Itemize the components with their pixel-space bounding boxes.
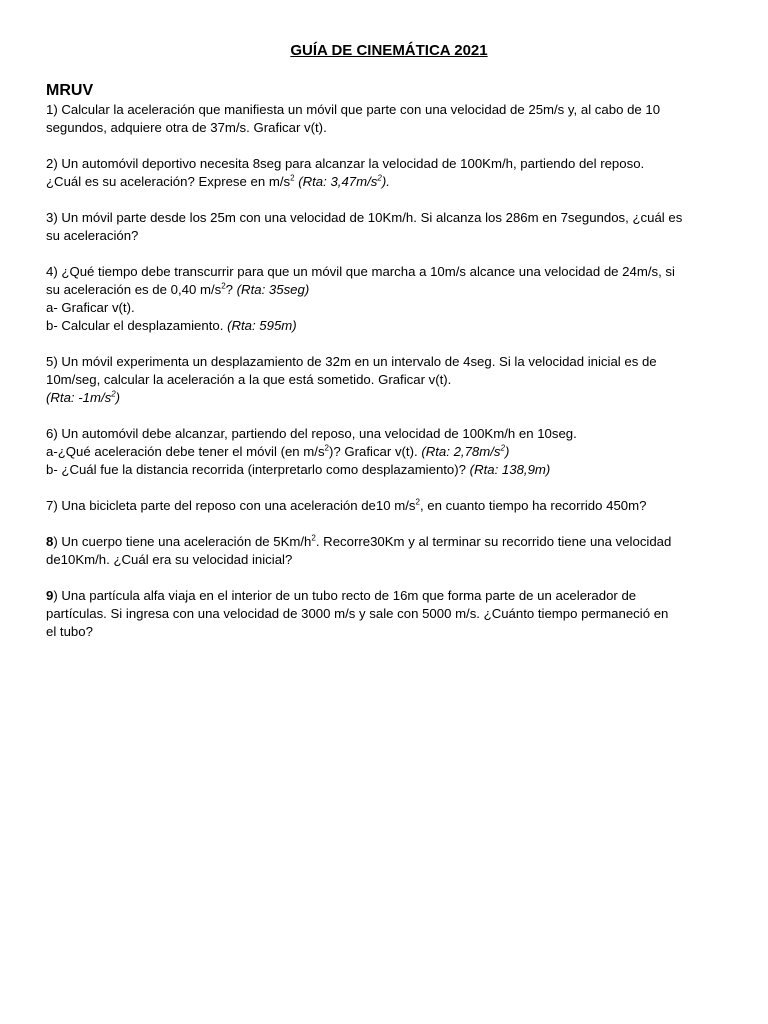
- problem-4-line-1: 4) ¿Qué tiempo debe transcurrir para que un móvil que marcha a 10m/s alcance una velocidad de 24m/s, si: [46, 264, 675, 279]
- problem-6-part-a-answer: [421, 444, 509, 459]
- section-heading: MRUV: [46, 82, 94, 99]
- problem-4-question-end: ?: [225, 282, 237, 297]
- answer-text: (Rta: -1m/s: [46, 390, 112, 405]
- problem-2-answer: [298, 174, 390, 189]
- problem-9-line-3: el tubo?: [46, 624, 93, 639]
- problem-4-part-b-text: b- Calcular el desplazamiento.: [46, 318, 228, 333]
- problem-5-line-2: 10m/seg, calcular la aceleración a la que está sometido. Graficar v(t).: [46, 372, 452, 387]
- problem-7-text-end: , en cuanto tiempo ha recorrido 450m?: [419, 498, 647, 513]
- problem-4-part-a: a- Graficar v(t).: [46, 300, 135, 315]
- problem-1: [46, 101, 708, 137]
- superscript: 2: [221, 281, 226, 291]
- problem-3: [46, 209, 708, 245]
- problem-8-text: ) Un cuerpo tiene una aceleración de 5Km/h: [53, 534, 312, 549]
- problem-2-question: ¿Cuál es su aceleración? Exprese en m/s: [46, 174, 291, 189]
- problem-2-line-1: 2) Un automóvil deportivo necesita 8seg para alcanzar la velocidad de 100Km/h, partiendo del reposo.: [46, 156, 645, 171]
- problem-4-line-2: [46, 281, 708, 299]
- problem-6-part-b-text: b- ¿Cuál fue la distancia recorrida (interpretarlo como desplazamiento)?: [46, 462, 470, 477]
- problem-3-line-2: su aceleración?: [46, 228, 139, 243]
- answer-text: (Rta: 2,78m/s: [421, 444, 501, 459]
- problem-7: [46, 497, 708, 515]
- problem-8: [46, 533, 708, 569]
- problem-6-part-a: [46, 443, 708, 461]
- superscript: 2: [311, 533, 316, 543]
- problem-5: [46, 353, 708, 407]
- problem-4-part-b: [46, 317, 708, 335]
- problem-7-line-1: [46, 497, 708, 515]
- problem-9-text: ) Una partícula alfa viaja en el interior de un tubo recto de 16m que forma parte de un acelerador de: [53, 588, 637, 603]
- problem-9-line-1: [46, 587, 708, 605]
- superscript: 2: [415, 497, 420, 507]
- problem-1-line-2: segundos, adquiere otra de 37m/s. Graficar v(t).: [46, 120, 327, 135]
- superscript: 2: [377, 173, 382, 183]
- problem-4: [46, 263, 708, 335]
- answer-text-end: ): [115, 390, 121, 405]
- problem-6-part-b-answer: (Rta: 138,9m): [469, 462, 551, 477]
- problem-8-line-2: de10Km/h. ¿Cuál era su velocidad inicial?: [46, 552, 293, 567]
- problem-6-line-1: 6) Un automóvil debe alcanzar, partiendo del reposo, una velocidad de 100Km/h en 10seg.: [46, 426, 577, 441]
- problem-7-text: 7) Una bicicleta parte del reposo con una aceleración de10 m/s: [46, 498, 416, 513]
- problem-2-line-2: [46, 173, 708, 191]
- problem-4-part-b-answer: (Rta: 595m): [227, 318, 297, 333]
- document-title: GUÍA DE CINEMÁTICA 2021: [290, 42, 488, 59]
- problem-8-line-1: [46, 533, 708, 551]
- answer-text-end: ): [504, 444, 510, 459]
- problem-9-number: 9: [46, 588, 54, 603]
- problem-6-part-a-text-end: )? Graficar v(t).: [329, 444, 422, 459]
- problem-8-text-end: . Recorre30Km y al terminar su recorrido tiene una velocidad: [315, 534, 672, 549]
- problem-2: [46, 155, 708, 191]
- problem-6-part-b: [46, 461, 708, 479]
- answer-text-end: ).: [381, 174, 390, 189]
- superscript: 2: [111, 389, 116, 399]
- problem-5-answer: [46, 389, 708, 407]
- problem-9-line-2: partículas. Si ingresa con una velocidad de 3000 m/s y sale con 5000 m/s. ¿Cuánto tiempo permaneció en: [46, 606, 669, 621]
- problem-3-line-1: 3) Un móvil parte desde los 25m con una velocidad de 10Km/h. Si alcanza los 286m en 7segundos, ¿cuál es: [46, 210, 683, 225]
- problem-5-line-1: 5) Un móvil experimenta un desplazamiento de 32m en un intervalo de 4seg. Si la velocidad inicial es de: [46, 354, 657, 369]
- problem-8-number: 8: [46, 534, 54, 549]
- problem-9: [46, 587, 708, 641]
- superscript: 2: [324, 443, 329, 453]
- superscript: 2: [290, 173, 295, 183]
- problem-4-question: su aceleración es de 0,40 m/s: [46, 282, 222, 297]
- problem-1-line-1: 1) Calcular la aceleración que manifiesta un móvil que parte con una velocidad de 25m/s y, al cabo de 10: [46, 102, 661, 117]
- problem-4-answer: (Rta: 35seg): [236, 282, 310, 297]
- problem-6: [46, 425, 708, 479]
- problem-6-part-a-text: a-¿Qué aceleración debe tener el móvil (en m/s: [46, 444, 325, 459]
- superscript: 2: [500, 443, 505, 453]
- answer-text: (Rta: 3,47m/s: [298, 174, 378, 189]
